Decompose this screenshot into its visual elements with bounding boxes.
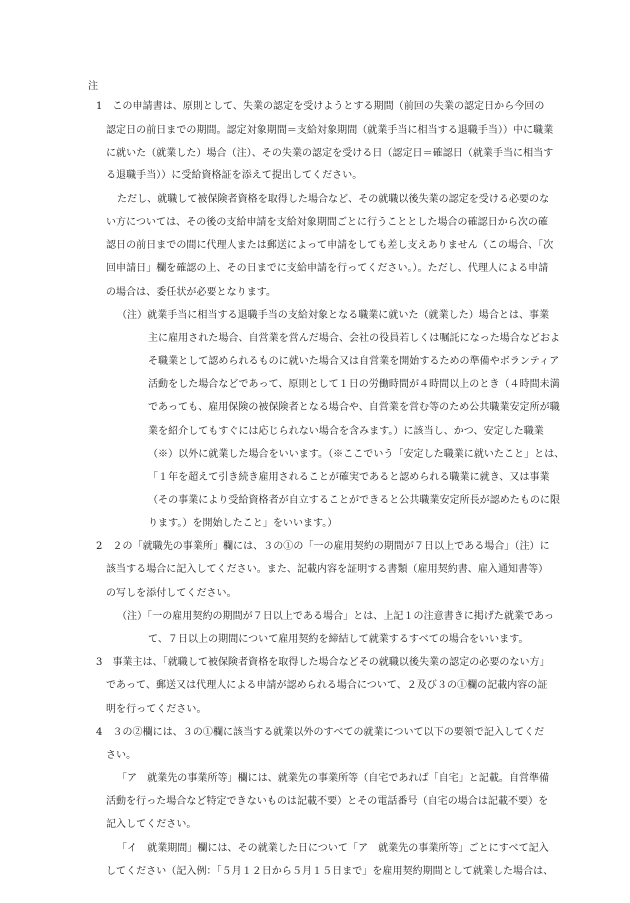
section-4-item-a-line: 「ア 就業先の事業所等」欄には、就業先の事業所等（自宅であれば「自宅」と記載。自営準備 [117, 773, 550, 784]
section-4-item-a-line: 活動を行った場合など特定できないものは記載不要）とその電話番号（自宅の場合は記載不要）を [106, 796, 549, 807]
section-1-note-line: （注）就業手当に相当する退職手当の支給対象となる職業に就いた（就業した）場合とは、事業 [117, 310, 550, 321]
section-3-line: 3 事業主は、「就職して被保険者資格を取得した場合などその就職以後失業の認定の必要のない方」 [96, 657, 550, 668]
section-1-line: 認日の前日までの間に代理人または郵送によって申請をしても差し支えありません（この場合、「次 [106, 240, 554, 251]
section-1-note-line: ります。）を開始したこと」をいいます。） [148, 518, 338, 529]
section-1-line: る退職手当））に受給資格証を添えて提出してください。 [106, 170, 363, 181]
section-1-note-line: 「１年を超えて引き続き雇用されることが確実であると認められる職業に就き、又は事業 [148, 472, 550, 483]
section-2-line: の写しを添付してください。 [106, 588, 237, 599]
section-1-line: 認定日の前日までの期間。認定対象期間＝支給対象期間（就業手当に相当する退職手当））中に職業 [106, 125, 554, 136]
section-1-note-line: （※）以外に就業した場合をいいます。（※ここでいう「安定した職業に就いたこと」とは、 [148, 449, 565, 460]
section-2-note-line: て、７日以上の期間について雇用契約を締結して就業するすべての場合をいいます。 [148, 634, 529, 645]
section-4-item-b-line: 「イ 就業期間」欄には、その就業した日について「ア 就業先の事業所等」ごとにすべて記入 [117, 843, 549, 854]
section-1-note-line: （その事業により受給資格者が自立することができると公共職業安定所長が認めたものに限 [148, 495, 561, 506]
section-1-note-line: 業を紹介してもすぐには応じられない場合を含みます。）に該当し、かつ、安定した職業 [148, 426, 544, 437]
section-1-note-line: 活動をした場合などであって、原則として１日の労働時間が４時間以上のとき（４時間未満 [148, 379, 560, 390]
section-4-line: さい。 [106, 750, 137, 761]
section-1-line: に就いた（就業した）場合（注）、その失業の認定を受ける日（認定日＝確認日（就業手当に相当す [106, 148, 554, 159]
section-4-item-b-line: してください（記入例：「５月１２日から５月１５日まで」を雇用契約期間として就業した場合は、 [106, 866, 554, 877]
section-2-line: 該当する場合に記入してください。また、記載内容を証明する書類（雇用契約書、雇入通知書等） [106, 564, 549, 575]
section-4-item-a-line: 記入してください。 [106, 819, 197, 830]
section-1-note-line: そ職業として認められるものに就いた場合又は自営業を開始するための準備やボランティア [148, 356, 560, 367]
section-1-note-line: であっても、雇用保険の被保険者となる場合や、自営業を営む等のため公共職業安定所が職 [148, 402, 560, 413]
section-3-line: 明を行ってください。 [106, 704, 207, 715]
section-1-line: の場合は、委任状が必要となります。 [106, 287, 277, 298]
section-1-line: 1 この申請書は、原則として、失業の認定を受けようとする期間（前回の失業の認定日から今回の [96, 101, 545, 112]
section-3-line: であって、郵送又は代理人による申請が認められる場合について、２及び３の①欄の記載内容の証 [106, 680, 548, 691]
section-1-line: い方については、その後の支給申請を支給対象期間ごとに行うこととした場合の確認日から次の確 [106, 217, 548, 228]
section-2-note-line: （注）「一の雇用契約の期間が７日以上である場合」とは、上記１の注意書きに掲げた就業であっ [117, 611, 555, 622]
note-heading: 注 [88, 81, 99, 92]
section-2-line: 2 ２の「就職先の事業所」欄には、３の①の「一の雇用契約の期間が７日以上である場合」（注）に [96, 541, 550, 552]
section-1-line: ただし、就職して被保険者資格を取得した場合など、その就職以後失業の認定を受ける必要のな [117, 194, 550, 205]
section-4-line: 4 ３の②欄には、３の①欄に該当する就業以外のすべての就業について以下の要領で記入してくだ [96, 727, 545, 738]
section-1-line: 回申請日」欄を確認の上、その日までに支給申請を行ってください。）。ただし、代理人による申請 [106, 263, 549, 274]
section-1-note-line: 主に雇用された場合、自営業を営んだ場合、会社の役員若しくは嘱託になった場合などおよ [148, 333, 561, 344]
